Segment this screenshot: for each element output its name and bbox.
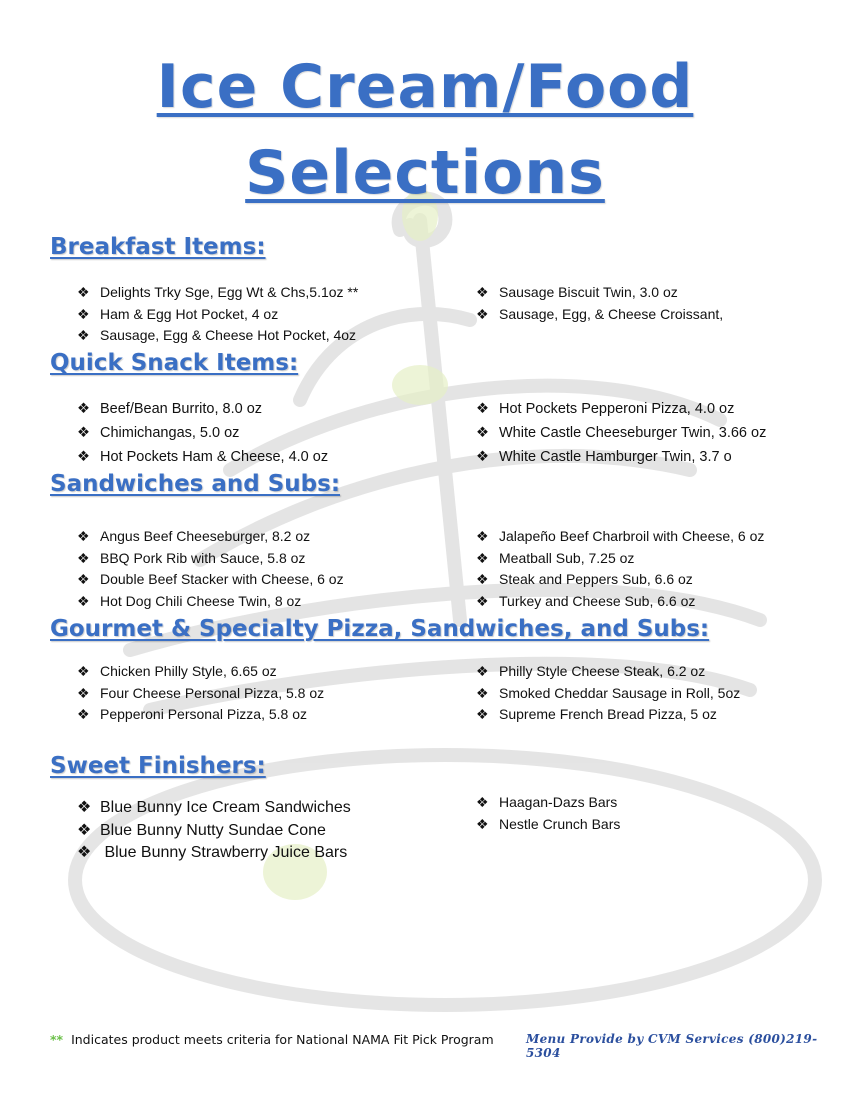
sandwiches-list-right bbox=[476, 526, 764, 612]
bullet-icon: ❖ bbox=[77, 528, 90, 544]
list-item: ❖ Four Cheese Personal Pizza, 5.8 oz bbox=[77, 683, 324, 705]
list-item: ❖ Haagan-Dazs Bars bbox=[476, 792, 620, 814]
page-title-line-2: Selections bbox=[245, 138, 605, 208]
bullet-icon: ❖ bbox=[77, 663, 90, 679]
bullet-icon: ❖ bbox=[77, 571, 90, 587]
list-item: ❖ Hot Dog Chili Cheese Twin, 8 oz bbox=[77, 591, 344, 613]
list-item: ❖ Delights Trky Sge, Egg Wt & Chs,5.1oz ** bbox=[77, 282, 358, 304]
list-item: ❖ Beef/Bean Burrito, 8.0 oz bbox=[77, 397, 328, 421]
bullet-icon: ❖ bbox=[476, 449, 489, 465]
list-item: ❖ Blue Bunny Nutty Sundae Cone bbox=[77, 820, 351, 843]
bullet-icon: ❖ bbox=[77, 549, 90, 566]
list-item: ❖ Smoked Cheddar Sausage in Roll, 5oz bbox=[476, 683, 740, 705]
footer-note bbox=[50, 1032, 494, 1047]
list-item: ❖ Hot Pockets Ham & Cheese, 4.0 oz bbox=[77, 445, 328, 469]
bullet-icon: ❖ bbox=[476, 794, 489, 810]
fit-pick-stars: ** bbox=[50, 1032, 64, 1047]
section-heading-gourmet: Gourmet & Specialty Pizza, Sandwiches, and Subs: bbox=[50, 616, 710, 642]
bullet-icon: ❖ bbox=[476, 305, 489, 322]
list-item: ❖ White Castle Hamburger Twin, 3.7 o bbox=[476, 445, 766, 469]
bullet-icon: ❖ bbox=[77, 327, 90, 343]
list-item: ❖ Pepperoni Personal Pizza, 5.8 oz bbox=[77, 704, 324, 726]
footer-note-text: Indicates product meets criteria for National NAMA Fit Pick Program bbox=[71, 1032, 494, 1047]
gourmet-list-right bbox=[476, 661, 740, 726]
section-heading-quick-snack: Quick Snack Items: bbox=[50, 350, 299, 376]
list-item: ❖ BBQ Pork Rib with Sauce, 5.8 oz bbox=[77, 548, 344, 570]
footer-credit: Menu Provide by CVM Services (800)219-5304 bbox=[526, 1032, 818, 1060]
list-item: ❖ Chicken Philly Style, 6.65 oz bbox=[77, 661, 324, 683]
bullet-icon: ❖ bbox=[476, 549, 489, 566]
bullet-icon: ❖ bbox=[77, 684, 90, 701]
list-item: ❖ Hot Pockets Pepperoni Pizza, 4.0 oz bbox=[476, 397, 766, 421]
list-item: ❖ Ham & Egg Hot Pocket, 4 oz bbox=[77, 304, 358, 326]
bullet-icon: ❖ bbox=[476, 706, 489, 722]
bullet-icon: ❖ bbox=[77, 425, 90, 441]
bullet-icon: ❖ bbox=[77, 844, 92, 861]
list-item: ❖ Angus Beef Cheeseburger, 8.2 oz bbox=[77, 526, 344, 548]
list-item: ❖ Sausage, Egg, & Cheese Croissant, bbox=[476, 304, 723, 326]
gourmet-list-left bbox=[77, 661, 324, 726]
list-item: ❖ Supreme French Bread Pizza, 5 oz bbox=[476, 704, 740, 726]
list-item: ❖ Sausage Biscuit Twin, 3.0 oz bbox=[476, 282, 723, 304]
list-item: ❖ Jalapeño Beef Charbroil with Cheese, 6 oz bbox=[476, 526, 764, 548]
bullet-icon: ❖ bbox=[476, 571, 489, 587]
bullet-icon: ❖ bbox=[476, 663, 489, 679]
bullet-icon: ❖ bbox=[77, 592, 90, 609]
list-item: ❖ Double Beef Stacker with Cheese, 6 oz bbox=[77, 569, 344, 591]
list-item: ❖ Blue Bunny Strawberry Juice Bars bbox=[77, 842, 351, 865]
quick-snack-list-left bbox=[77, 397, 328, 469]
quick-snack-list-right bbox=[476, 397, 766, 469]
bullet-icon: ❖ bbox=[476, 815, 489, 832]
list-item: ❖ Meatball Sub, 7.25 oz bbox=[476, 548, 764, 570]
bullet-icon: ❖ bbox=[476, 425, 489, 441]
bullet-icon: ❖ bbox=[77, 284, 90, 300]
section-heading-breakfast: Breakfast Items: bbox=[50, 234, 266, 260]
sweet-list-right bbox=[476, 792, 620, 835]
breakfast-list-right bbox=[476, 282, 723, 325]
bullet-icon: ❖ bbox=[476, 592, 489, 609]
section-heading-sweet: Sweet Finishers: bbox=[50, 753, 266, 779]
page-title-line-1: Ice Cream/Food bbox=[156, 52, 694, 122]
list-item: ❖ Blue Bunny Ice Cream Sandwiches bbox=[77, 797, 351, 820]
bullet-icon: ❖ bbox=[77, 821, 92, 839]
bullet-icon: ❖ bbox=[476, 401, 489, 417]
bullet-icon: ❖ bbox=[476, 284, 489, 300]
breakfast-list-left bbox=[77, 282, 358, 347]
bullet-icon: ❖ bbox=[77, 305, 90, 322]
list-item: ❖ Philly Style Cheese Steak, 6.2 oz bbox=[476, 661, 740, 683]
sandwiches-list-left bbox=[77, 526, 344, 612]
bullet-icon: ❖ bbox=[476, 528, 489, 544]
list-item: ❖ White Castle Cheeseburger Twin, 3.66 oz bbox=[476, 421, 766, 445]
list-item: ❖ Steak and Peppers Sub, 6.6 oz bbox=[476, 569, 764, 591]
list-item: ❖ Sausage, Egg & Cheese Hot Pocket, 4oz bbox=[77, 325, 358, 347]
bullet-icon: ❖ bbox=[77, 799, 92, 816]
bullet-icon: ❖ bbox=[77, 401, 90, 417]
list-item: ❖ Nestle Crunch Bars bbox=[476, 814, 620, 836]
list-item: ❖ Chimichangas, 5.0 oz bbox=[77, 421, 328, 445]
bullet-icon: ❖ bbox=[77, 706, 90, 722]
bullet-icon: ❖ bbox=[476, 684, 489, 701]
section-heading-sandwiches: Sandwiches and Subs: bbox=[50, 471, 341, 497]
list-item: ❖ Turkey and Cheese Sub, 6.6 oz bbox=[476, 591, 764, 613]
bullet-icon: ❖ bbox=[77, 449, 90, 465]
sweet-list-left bbox=[77, 797, 351, 865]
